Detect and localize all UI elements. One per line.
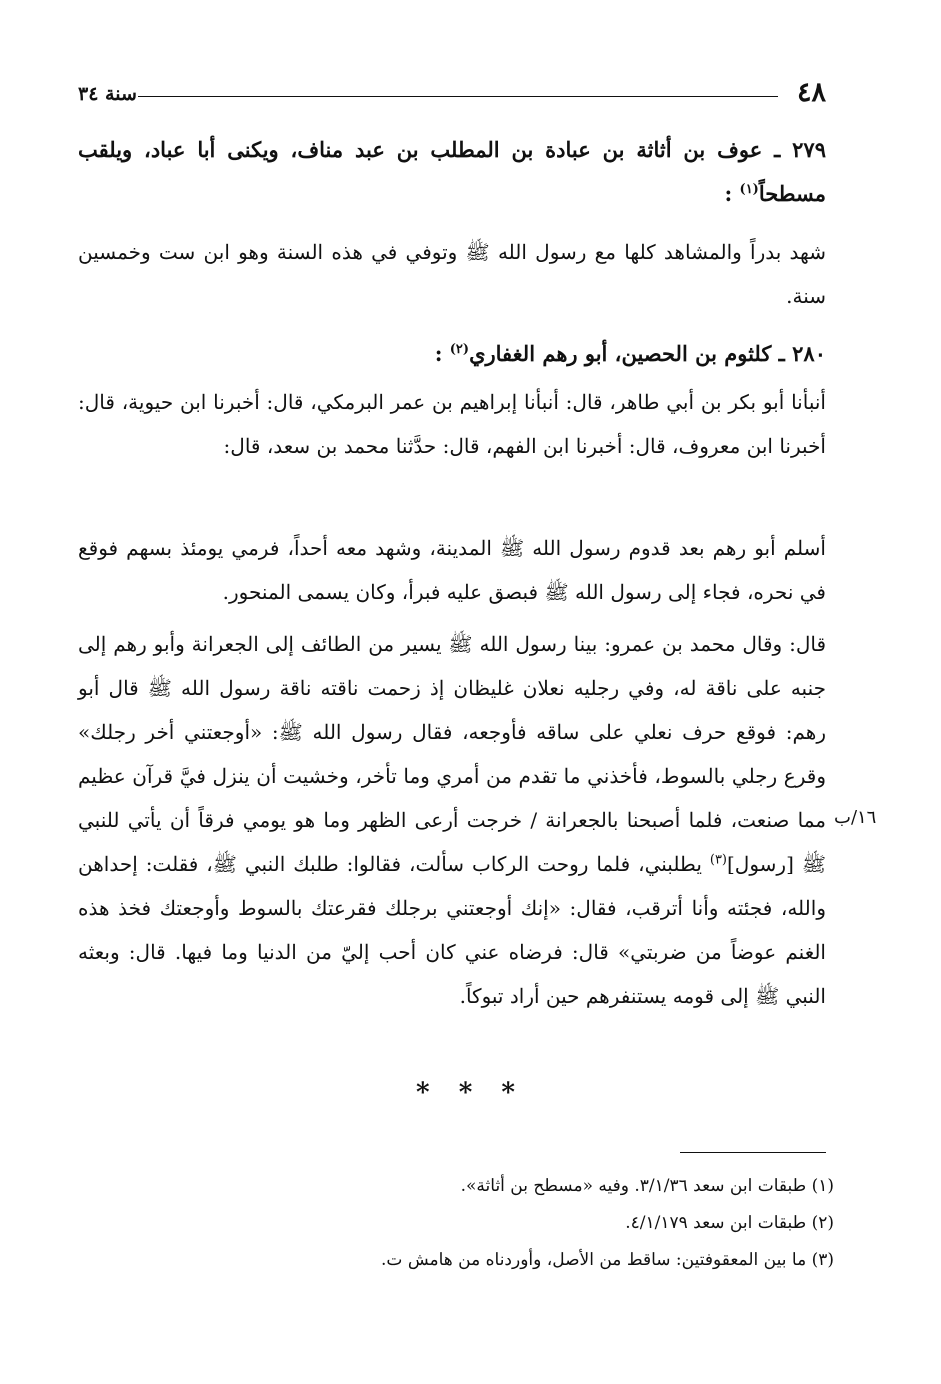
- narration-paragraph-2-part-b: يطلبني، فلما روحت الركاب سألت، فقالوا: طلبك النبي ﷺ، فقلت: إحداهن والله، فجئته وأنا أترقب، فقال: «إنك أوجعتني برجلك فقرعتك بالسوط وأوجعتك فخذ هذه الغنم عوضاً من ضربتي» قال: فرضاه عني كان أحب إليّ من الدنيا وما فيها. قال: وبعثه النبي ﷺ إلى قومه يستنفرهم حين أراد تبوكاً.: [78, 852, 826, 1008]
- isnad-paragraph: أنبأنا أبو بكر بن أبي طاهر، قال: أنبأنا إبراهيم بن عمر البرمكي، قال: أخبرنا ابن حيوية، قال: أخبرنا ابن معروف، قال: أخبرنا ابن الفهم، قال: حدَّثنا محمد بن سعد، قال:: [78, 390, 826, 458]
- section-separator: * * *: [416, 1078, 525, 1108]
- narration-paragraph-2: [78, 622, 826, 1018]
- entry-280-heading: [78, 332, 826, 376]
- footnote-1: (١) طبقات ابن سعد ٣/١/٣٦. وفيه «مسطح بن أثاثة».: [460, 1176, 834, 1196]
- footnote-ref-3[interactable]: (٣): [709, 852, 727, 868]
- entry-279-heading: [78, 128, 826, 216]
- entry-280-heading-text: ٢٨٠ ـ كلثوم بن الحصين، أبو رهم الغفاري: [469, 341, 826, 366]
- heading-colon: :: [434, 341, 443, 366]
- narration-paragraph-2-part-a: قال: وقال محمد بن عمرو: بينا رسول الله ﷺ يسير من الطائف إلى الجعرانة وأبو رهم إلى جنبه على ناقة له، وفي رجليه نعلان غليظان إذ زحمت ناقته ناقة رسول الله ﷺ قال أبو رهم: فوقع حرف نعلي على ساقه فأوجعه، فقال رسول الله ﷺ: «أوجعتني أخر رجلك» وقرع رجلي بالسوط، فأخذني ما تقدم من أمري وما تأخر، وخشيت أن ينزل فيَّ قرآن عظيم مما صنعت، فلما أصبحنا بالجعرانة / خرجت أرعى الظهر وما هو يومي فرقاً أن يأتي للنبي ﷺ [رسول]: [78, 632, 826, 876]
- page-header: [78, 76, 826, 110]
- heading-colon: :: [724, 181, 733, 206]
- footnote-rule: [680, 1152, 826, 1153]
- footnote-3: (٣) ما بين المعقوفتين: ساقط من الأصل، وأوردناه من هامش ت.: [381, 1250, 834, 1270]
- footnote-ref-2[interactable]: (٢): [449, 342, 470, 357]
- page-number: ٤٨: [796, 77, 826, 108]
- manuscript-folio-marker: ١٦/ب: [834, 807, 877, 828]
- footnotes: [78, 1168, 834, 1279]
- narration-paragraph-1: أسلم أبو رهم بعد قدوم رسول الله ﷺ المدينة، وشهد معه أحداً، فرمي يومئذ بسهم فوقع في نحره، فجاء إلى رسول الله ﷺ فبصق عليه فبرأ، وكان يسمى المنحور.: [78, 536, 826, 604]
- header-rule: [138, 96, 778, 97]
- year-label: سنة ٣٤: [78, 83, 137, 105]
- entry-279-heading-text: ٢٧٩ ـ عوف بن أثاثة بن عبادة بن المطلب بن عبد مناف، ويكنى أبا عباد، ويلقب مسطحاً: [78, 137, 826, 206]
- footnote-2: (٢) طبقات ابن سعد ٤/١/١٧٩.: [625, 1213, 834, 1233]
- footnote-ref-1[interactable]: (١): [739, 182, 759, 197]
- entry-279-body: شهد بدراً والمشاهد كلها مع رسول الله ﷺ وتوفي في هذه السنة وهو ابن ست وخمسين سنة.: [78, 240, 826, 308]
